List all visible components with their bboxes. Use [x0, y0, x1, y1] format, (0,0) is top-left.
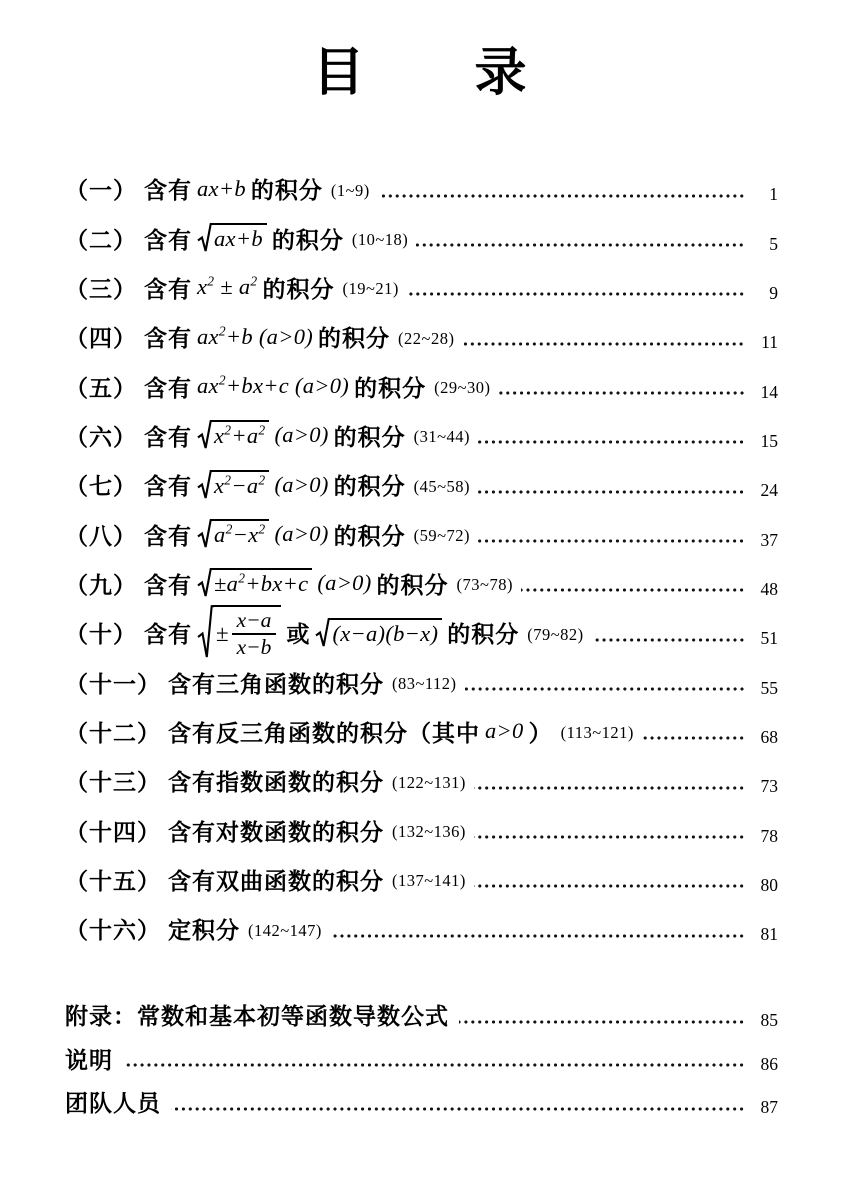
entry-text-cjk: 的积分: [333, 523, 406, 550]
plus-minus-sign: ±: [216, 621, 229, 647]
sqrt-content: [213, 605, 281, 659]
entry-text-cjk: 含有: [144, 572, 192, 599]
entry-label: （十五）: [65, 868, 161, 895]
math-expression: (a>0): [274, 521, 329, 547]
entry-text: [65, 567, 513, 600]
sqrt-expression: [315, 618, 442, 648]
entry-formula-range: (10~18): [351, 230, 409, 250]
entry-text-cjk: 的积分: [447, 622, 520, 649]
entry-text: [65, 912, 322, 945]
sqrt-fraction-expression: [197, 605, 281, 660]
entry-text: [65, 666, 457, 699]
dot-leader: [478, 539, 745, 543]
entry-formula-range: (132~136): [392, 822, 466, 842]
entry-text-cjk: 的积分: [333, 474, 406, 501]
toc-entry: [65, 904, 778, 953]
entry-label: （一）: [65, 178, 137, 205]
fraction: [232, 609, 277, 659]
entry-label: （十四）: [65, 819, 161, 846]
entry-text-cjk: 含有三角函数的积分: [168, 671, 384, 698]
fraction-numerator: x−a: [232, 609, 277, 635]
entry-text-cjk: 含有: [144, 474, 192, 501]
entry-label: （三）: [65, 276, 137, 303]
entry-label: （八）: [65, 523, 137, 550]
toc-entry: [65, 213, 778, 262]
radical-sign-icon: [197, 223, 212, 253]
toc-entry: [65, 805, 778, 854]
entry-label: （四）: [65, 326, 137, 353]
sqrt-expression: [197, 223, 267, 253]
entry-formula-range: (137~141): [392, 871, 466, 891]
entry-page-number: 55: [760, 677, 778, 698]
entry-text: [65, 1085, 163, 1118]
dot-leader: [478, 490, 745, 494]
entry-formula-range: (73~78): [456, 575, 513, 595]
dot-leader: [378, 194, 745, 198]
radical-sign-icon: [197, 568, 212, 598]
entry-formula-range: (83~112): [392, 674, 457, 694]
entry-page-number: 51: [760, 628, 778, 649]
appendix-list: [65, 993, 778, 1124]
entry-page-number: 85: [760, 1010, 778, 1031]
entry-text-cjk: 含有: [144, 424, 192, 451]
entry-label: （九）: [65, 572, 137, 599]
dot-leader: [499, 391, 745, 395]
entry-text: [65, 715, 634, 748]
dot-leader: [474, 884, 745, 888]
sqrt-expression: [197, 519, 269, 549]
dot-leader: [474, 835, 745, 839]
dot-leader: [521, 588, 745, 592]
entry-label: （五）: [65, 375, 137, 402]
toc-entry: [65, 164, 778, 213]
sqrt-expression: [197, 420, 269, 450]
toc-entry: [65, 855, 778, 904]
entry-text: [65, 998, 451, 1031]
entry-formula-range: (45~58): [413, 476, 471, 496]
toc-entry: [65, 657, 778, 706]
entry-formula-range: (1~9): [330, 180, 370, 200]
radical-sign-icon: [315, 618, 330, 648]
entry-formula-range: (19~21): [342, 279, 399, 299]
math-expression: (a>0): [317, 570, 372, 596]
entry-text-cjk: 含有指数函数的积分: [168, 770, 384, 797]
radical-sign-icon: [197, 605, 214, 660]
toc-entry: [65, 559, 778, 608]
dot-leader: [407, 292, 745, 296]
entry-label: （十）: [65, 622, 137, 649]
entry-text-cjk: 的积分: [262, 276, 335, 303]
toc-entry: [65, 263, 778, 312]
entry-page-number: 9: [769, 282, 778, 303]
entry-page-number: 1: [769, 184, 778, 205]
sqrt-content: (x−a)(b−x): [329, 618, 442, 647]
entry-formula-range: (113~121): [560, 723, 634, 743]
entry-label: （七）: [65, 474, 137, 501]
math-expression: $ax^2+b$ (a>0): [197, 323, 314, 349]
entry-page-number: 5: [769, 233, 778, 254]
entry-page-number: 73: [760, 776, 778, 797]
entry-page-number: 11: [761, 332, 778, 353]
fraction-denominator: x−b: [236, 635, 272, 660]
toc-list: [65, 164, 778, 954]
entry-text: [65, 605, 584, 660]
entry-text-cjk: 含有: [144, 178, 192, 205]
dot-leader: [642, 736, 745, 740]
sqrt-content: $x^2-a^2$: [211, 470, 269, 499]
sqrt-content: $a^2-x^2$: [211, 519, 269, 548]
dot-leader: [474, 786, 745, 790]
entry-page-number: 78: [760, 825, 778, 846]
entry-label: （十六）: [65, 918, 161, 945]
entry-page-number: 24: [760, 480, 778, 501]
dot-leader: [330, 934, 745, 938]
entry-formula-range: (31~44): [413, 427, 471, 447]
radical-sign-icon: [197, 420, 212, 450]
dot-leader: [171, 1107, 745, 1111]
entry-text-cjk: 的积分: [250, 178, 323, 205]
radical-sign-icon: [197, 470, 212, 500]
entry-text-cjk: 的积分: [376, 572, 449, 599]
appendix-entry: [65, 993, 778, 1037]
entry-text: [65, 222, 408, 255]
toc-entry: [65, 460, 778, 509]
entry-text: [65, 271, 399, 304]
entry-formula-range: (22~28): [398, 328, 455, 348]
toc-entry: [65, 756, 778, 805]
entry-label: （十二）: [65, 720, 161, 747]
entry-page-number: 37: [760, 529, 778, 550]
entry-text: [65, 468, 470, 501]
entry-text-cjk: 或: [286, 622, 311, 649]
entry-label: （十三）: [65, 770, 161, 797]
entry-text-cjk: 定积分: [168, 918, 240, 945]
entry-page-number: 80: [760, 874, 778, 895]
toc-entry: [65, 608, 778, 660]
entry-text-cjk: 含有对数函数的积分: [168, 819, 384, 846]
sqrt-content: $\pm a^2+bx+c$: [211, 568, 312, 597]
entry-text: [65, 518, 470, 551]
entry-text: [65, 370, 491, 403]
entry-label: 说明: [65, 1047, 113, 1074]
entry-formula-range: (29~30): [434, 378, 491, 398]
page-title: 目 录: [312, 43, 529, 103]
entry-text-cjk: 的积分: [333, 424, 406, 451]
sqrt-content: ax+b: [211, 223, 267, 252]
dot-leader: [416, 243, 745, 247]
radical-sign-icon: [197, 519, 212, 549]
entry-text: [65, 863, 466, 896]
math-expression: $ax^2+bx+c$ (a>0): [197, 372, 350, 399]
dot-leader: [478, 440, 745, 444]
entry-text: [65, 1042, 115, 1075]
entry-text-cjk: 的积分: [318, 326, 391, 353]
entry-label: （六）: [65, 424, 137, 451]
entry-text-cjk: 含有: [144, 523, 192, 550]
entry-page-number: 68: [760, 726, 778, 747]
math-expression: $x^2 \pm a^2$: [197, 273, 258, 300]
sqrt-expression: [197, 470, 269, 500]
entry-label: 团队人员: [65, 1091, 161, 1118]
entry-text: [65, 419, 470, 452]
entry-text-cjk: 含有: [144, 326, 192, 353]
entry-label: 附录：常数和基本初等函数导数公式: [65, 1004, 449, 1031]
entry-text-cjk: 含有双曲函数的积分: [168, 868, 384, 895]
entry-text-cjk: 含有: [144, 227, 192, 254]
entry-page-number: 81: [760, 924, 778, 945]
toc-entry: [65, 361, 778, 410]
entry-formula-range: (122~131): [392, 772, 466, 792]
dot-leader: [462, 342, 745, 346]
dot-leader: [465, 687, 745, 691]
math-expression: a>0: [485, 718, 524, 744]
entry-page-number: 86: [760, 1053, 778, 1074]
entry-text: [65, 320, 454, 353]
toc-entry: [65, 707, 778, 756]
entry-text-cjk: 含有反三角函数的积分（其中: [168, 720, 480, 747]
toc-entry: [65, 411, 778, 460]
dot-leader: [459, 1020, 745, 1024]
entry-formula-range: (142~147): [248, 920, 322, 940]
sqrt-expression: [197, 568, 312, 598]
entry-page-number: 14: [760, 381, 778, 402]
entry-text-cjk: 含有: [144, 375, 192, 402]
entry-label: （十一）: [65, 671, 161, 698]
entry-text-cjk: ）: [528, 720, 553, 747]
dot-leader: [123, 1063, 745, 1067]
math-expression: (a>0): [274, 422, 329, 448]
appendix-entry: [65, 1037, 778, 1081]
entry-text-cjk: 的积分: [354, 375, 427, 402]
toc-entry: [65, 509, 778, 558]
entry-text: [65, 764, 466, 797]
entry-label: （二）: [65, 227, 137, 254]
math-expression: (a>0): [274, 471, 329, 497]
entry-page-number: 48: [760, 578, 778, 599]
entry-text-cjk: 含有: [144, 276, 192, 303]
math-expression: ax+b: [197, 175, 246, 201]
entry-formula-range: (59~72): [413, 526, 471, 546]
sqrt-content: $x^2+a^2$: [211, 420, 269, 449]
dot-leader: [592, 638, 745, 642]
entry-text: [65, 814, 466, 847]
entry-page-number: 87: [760, 1097, 778, 1118]
entry-formula-range: (79~82): [527, 624, 584, 644]
toc-entry: [65, 312, 778, 361]
entry-page-number: 15: [760, 430, 778, 451]
entry-text-cjk: 含有: [144, 622, 192, 649]
entry-text-cjk: 的积分: [271, 227, 344, 254]
appendix-entry: [65, 1080, 778, 1124]
entry-text: [65, 172, 370, 205]
